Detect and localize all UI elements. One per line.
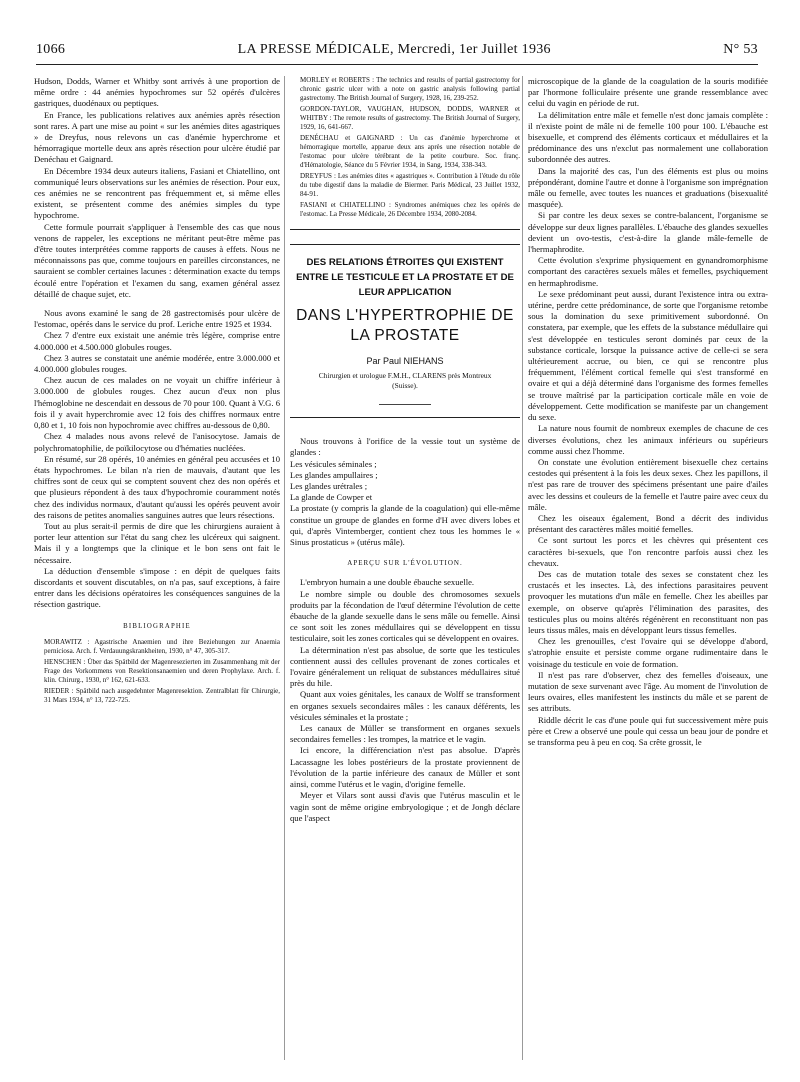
- bibliography-entry: DREYFUS : Les anémies dites « agastriques ». Contribution à l'étude du rôle du tube digestif dans la maladie de Biermer. Paris Médical, 23 Juillet 1932, 84-91.: [300, 172, 520, 198]
- section-heading: APERÇU SUR L'ÉVOLUTION.: [347, 559, 463, 568]
- paragraph: Des cas de mutation totale des sexes se constatent chez les crustacés et les insectes. Là, des infections parasitaires peuvent provoquer les mutations d'un mâle en femelle. Chez les abeilles par exemple, on observe qu'après l'élimination des parasites, des testicules plus ou moins altérés régénèrent en reconstituant non pas leurs tissus mâles, mais en développant leurs tissus femelles.: [528, 568, 768, 635]
- column-divider: [522, 76, 523, 1060]
- article-title-block: [290, 244, 520, 418]
- page-number: 1066: [36, 42, 66, 57]
- paragraph: La nature nous fournit de nombreux exemples de chacune de ces diverses évolutions, chez les animaux inférieurs ou supérieurs comme aussi chez l'homme.: [528, 423, 768, 456]
- list-item: Les glandes ampullaires ;: [290, 469, 378, 480]
- article-title: DANS L'HYPERTROPHIE DE LA PROSTATE: [296, 307, 514, 344]
- paragraph: Les canaux de Müller se transforment en organes sexuels secondaires femelles : les trompes, la matrice et le vagin.: [290, 723, 520, 745]
- paragraph: Chez les oiseaux également, Bond a décrit des individus présentant des caractères mâles moitié femelles.: [528, 512, 768, 535]
- paragraph: Quant aux voies génitales, les canaux de Wolff se transforment en organes sexuels secondaires mâles : les canaux déférents, les vésicules séminales et la prostate ;: [290, 689, 520, 722]
- paragraph: Le sexe prédominant peut aussi, durant l'existence intra ou extra-utérine, perdre cette prédominance, de sorte que l'organisme retombe sous la domination du sexe primitivement subordonné. On constatera, par exemple, que les effets de la substance médullaire qui s'est développée en testicules seront dominés par ceux de la substance corticale, lorsque la puissance active de celle-ci se sera ultérieurement accrue, ou bien, ce qui se rencontre plus fréquemment, l'élément cortical femelle qui s'est transformé en ovaire et qui a déjà déterminé dans l'organisme des formes femelles se trouve maîtrisé par la participation corticale mâle en voie de développement. Cette modification se manifeste par un changement du sexe.: [528, 288, 768, 423]
- paragraph: Tout au plus serait-il permis de dire que les chirurgiens auraient à porter leur attention sur l'état du sang chez les ulcéreux qui saignent. Mais il y a longtemps que la clinique et le bon sens ont fait le nécessaire.: [34, 520, 280, 565]
- paragraph: La prostate (y compris la glande de la coagulation) qui elle-même constitue un groupe de glandes en forme d'H avec divers lobes et qui, d'après Vintemberger, contient chez tous les hommes le « Sinus prostaticus » (utérus mâle).: [290, 503, 520, 548]
- article-author: Par Paul NIEHANS: [366, 356, 444, 366]
- paragraph: Cette formule pourrait s'appliquer à l'ensemble des cas que nous venons de rappeler, les exceptions ne méritant peut-être même pas d'être toutes interprétées comme rapports de causes à effets. Nous ne méconnaissons pas que, comme toujours en pareilles circonstances, ne sauraient se combler certaines lacunes : détermination exacte du temps écoulé entre l'opération et l'examen du sang, examen général assez détaillé de chaque sujet, etc.: [34, 221, 280, 299]
- list-item: Les glandes urétrales ;: [290, 481, 368, 492]
- paragraph: On constate une évolution entièrement bisexuelle chez certains cestodes qui présentent à la fois les deux sexes. Chez les papillons, il n'est pas rare de trouver des spécimens présentant une paire d'ailes avec les dessins et couleurs de la femelle et l'autre paire avec ceux du mâle.: [528, 456, 768, 512]
- bibliography: [34, 638, 280, 705]
- paragraph: La délimitation entre mâle et femelle n'est donc jamais complète : il n'existe point de mâle ni de femelle 100 pour 100. L'ébauche est bisexuelle, et comprend des éléments corticaux et médullaires et la prédominance des uns n'exclut pas normalement une collaboration subordonnée des autres.: [528, 109, 768, 165]
- paragraph: Hudson, Dodds, Warner et Whitby sont arrivés à une proportion de même ordre : 44 anémies hypochromes sur 52 opérés d'ulcères gastriques, duodénaux ou peptiques.: [34, 76, 280, 109]
- paragraph: Chez les grenouilles, c'est l'ovaire qui se développe d'abord, s'atrophie ensuite et persiste comme organe rudimentaire dans le voisinage du testicule en voie de formation.: [528, 636, 768, 669]
- column-right: [528, 76, 768, 748]
- running-header: [36, 42, 758, 65]
- paragraph: Chez 4 malades nous avons relevé de l'anisocytose. Jamais de polychromatophilie, de poïkilocytose ou d'hématies nucléées.: [34, 431, 280, 453]
- bibliography-entry: FASIANI et CHIATELLINO : Syndromes anémiques chez les opérés de l'estomac. La Presse Médicale, 26 Décembre 1934, 2080-2084.: [300, 201, 520, 218]
- column-left: [34, 76, 280, 707]
- paragraph: Le nombre simple ou double des chromosomes sexuels produits par la fécondation de l'œuf détermine l'évolution de cette ébauche de la glande sexuelle dans le sens mâle ou femelle. Ainsi ce sont soit les zones médullaires qui se développent en tissu testiculaire, soit les zones corticales qui se développent en ovaires.: [290, 588, 520, 644]
- paragraph: En résumé, sur 28 opérés, 10 anémies en général peu accusées et 10 états hypochromes. Le bilan n'a rien de mauvais, d'autant que les chiffres sont de ceux qui se comptent souvent chez des non opérés et que plusieurs répondent à des taux d'hypochromie couramment notés chez des individus normaux, d'autant qu'aussi les opérés peuvent avoir des raisons de petites anomalies sanguines autres que leurs résections.: [34, 453, 280, 520]
- issue-number: N° 53: [723, 42, 758, 57]
- list-item: La glande de Cowper et: [290, 492, 373, 503]
- paragraph: microscopique de la glande de la coagulation de la souris modifiée par l'hormone folliculaire présente une grande ressemblance avec celui du vagin en période de rut.: [528, 76, 768, 109]
- paragraph: Meyer et Vilars sont aussi d'avis que l'utérus masculin et le vagin sont de même origine embryologique ; et de Jongh déclare que l'aspect: [290, 790, 520, 823]
- article-pretitle: DES RELATIONS ÉTROITES QUI EXISTENT ENTRE LE TESTICULE ET LA PROSTATE ET DE LEUR APPLICATION: [296, 257, 514, 298]
- column-middle: [290, 76, 520, 824]
- divider: [379, 404, 431, 405]
- bibliography-entry: DENÉCHAU et GAIGNARD : Un cas d'anémie hyperchrome et hémorragique mortelle, apparue deux ans après une résection notable de l'estomac pour ulcère térébrant de la petite courbure. Soc. franç. d'Hématologie, Séance du 5 Février 1934, in Sang, 1934, 338-343.: [300, 134, 520, 169]
- bibliography-entry: GORDON-TAYLOR, VAUGHAN, HUDSON, DODDS, WARNER et WHITBY : The remote results of gastrectomy. The British Journal of Surgery, 1929, 16, 641-667.: [300, 105, 520, 131]
- list-item: Les vésicules séminales ;: [290, 458, 377, 469]
- bibliography-entry: MORLEY et ROBERTS : The technics and results of partial gastrectomy for chronic gastric ulcer with a note on gastric analysis following partial gastrectomy. The British Journal of Surgery, 1928, 16, 239-252.: [300, 76, 520, 102]
- bibliography-heading: BIBLIOGRAPHIE: [123, 622, 191, 630]
- author-affiliation: Chirurgien et urologue F.M.H., CLARENS près Montreux (Suisse).: [318, 371, 492, 390]
- paragraph: Il n'est pas rare d'observer, chez des femelles d'oiseaux, une mutation de sexe survenant avec l'âge. Au moment de l'involution de leurs ovaires, elles manifestent les instincts du mâle et se parent de ses attributs.: [528, 669, 768, 714]
- paragraph: La détermination n'est pas absolue, de sorte que les testicules contiennent aussi des cellules provenant de zones corticales et l'ovaire généralement un reliquat de substances médullaires situé près du hile.: [290, 644, 520, 689]
- bibliography-continued: [290, 76, 520, 230]
- journal-title: LA PRESSE MÉDICALE, Mercredi, 1er Juillet 1936: [237, 42, 551, 57]
- paragraph: Riddle décrit le cas d'une poule qui fut successivement mère puis père et Crew a observé une poule qui cessa un beau jour de pondre et se transforma peu à peu en coq. Sa crête grossit, le: [528, 714, 768, 747]
- paragraph: En France, les publications relatives aux anémies après résection sont rares. A part une mise au point « sur les anémies dites agastriques » de Dreyfus, nous relevons un cas d'anémie hyperchrome et hémorragique mortelle deux ans après résection pour ulcère étudié par Denéchau et Gaignard.: [34, 109, 280, 165]
- bibliography-entry: HENSCHEN : Über das Spätbild der Magenresezierten im Zusammenhang mit der Frage des Vorkommens von Resektionsanaemien und deren Prophylaxe. Arch. f. klin. Chirurg., 1930, n° 162, 621-633.: [44, 657, 280, 684]
- paragraph: Chez 3 autres se constatait une anémie modérée, entre 3.000.000 et 4.000.000 globules rouges.: [34, 352, 280, 375]
- paragraph: Si par contre les deux sexes se contre-balancent, l'organisme se développe sur deux lignes parallèles. L'ébauche des glandes sexuelles devient un ovo-testis, c'est-à-dire la glande mâle-femelle de l'hermaphrodite.: [528, 210, 768, 255]
- paragraph: Ici encore, la différenciation n'est pas absolue. D'après Lacassagne les lobes postérieurs de la prostate proviennent de l'évolution de la partie inférieure des canaux de Müller et sont ainsi, comme l'utérus et le vagin, d'origine femelle.: [290, 745, 520, 790]
- bibliography-entry: RIEDER : Spätbild nach ausgedehnter Magenresektion. Zentralblatt für Chirurgie, 31 Mars 1934, n° 13, 722-725.: [44, 686, 280, 704]
- column-divider: [284, 76, 285, 1060]
- paragraph: En Décembre 1934 deux auteurs italiens, Fasiani et Chiatellino, ont communiqué leurs observations sur les anémies de résection. Pour eux, ces anémies ne se rencontrent pas fréquemment et, si même elles existent, se présentent comme des anémies simples du type hypochrome.: [34, 165, 280, 221]
- paragraph: Chez 7 d'entre eux existait une anémie très légère, comprise entre 4.000.000 et 4.500.000 globules rouges.: [34, 330, 280, 352]
- paragraph: Dans la majorité des cas, l'un des éléments est plus ou moins prépondérant, domine l'autre et donne à l'organisme son imprégnation mâle ou femelle, avec toutes les nuances et graduations (bisexualité masquée).: [528, 165, 768, 210]
- bibliography-entry: MORAWITZ : Agastrische Anaemien und ihre Beziehungen zur Anaemia perniciosa. Arch. f. Verdauungskrankheiten, 1930, n° 47, 305-317.: [44, 637, 280, 655]
- paragraph: Nous avons examiné le sang de 28 gastrectomisés pour ulcère de l'estomac, opérés dans le service du prof. Leriche entre 1925 et 1934.: [34, 308, 280, 330]
- paragraph: L'embryon humain a une double ébauche sexuelle.: [300, 577, 475, 588]
- paragraph: La déduction d'ensemble s'impose : en dépit de quelques faits discordants et souvent discutables, on n'a pas, sauf exceptions, à faire entrer dans les décisions opératoires les conséquences sanguines de la résection gastrique.: [34, 565, 280, 610]
- paragraph: Cette évolution s'exprime physiquement en gynandromorphisme comportant des caractères sexuels mâles et femelles, psychiquement en hermaphrodisme.: [528, 255, 768, 288]
- paragraph: Ce sont surtout les porcs et les chèvres qui présentent ces caractères bi-sexuels, que l'on rencontre parfois aussi chez les chevaux.: [528, 535, 768, 568]
- paragraph: Nous trouvons à l'orifice de la vessie tout un système de glandes :: [290, 436, 520, 458]
- paragraph: Chez aucun de ces malades on ne voyait un chiffre inférieur à 3.000.000 de globules rouges. Chez aucun d'eux non plus l'hémoglobine ne descendait en dessous de 70 pour 100. Quant à V.G. 6 fois il y avait hyperchromie avec 12 fois des chiffres normaux entre 0,80 et 1, 10 fois non hypochromie avec chiffres au-dessous de 0,80.: [34, 375, 280, 431]
